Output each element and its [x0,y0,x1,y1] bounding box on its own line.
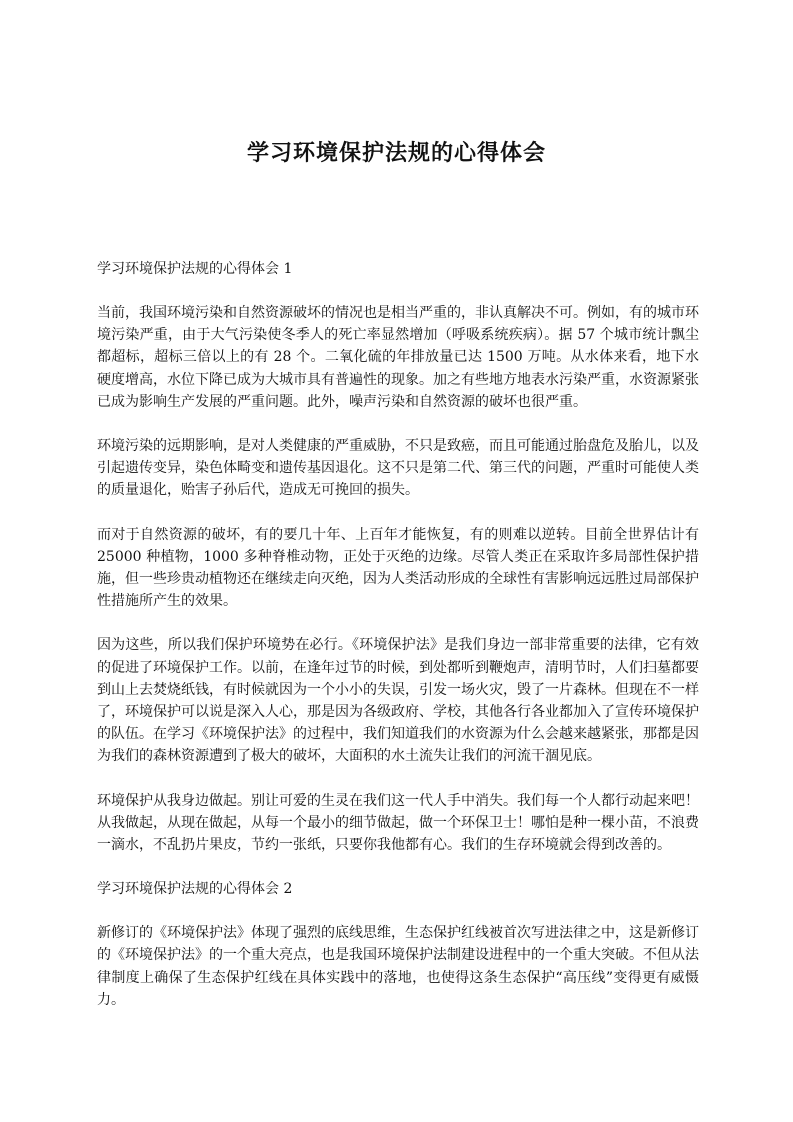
paragraph: 环境保护从我身边做起。别让可爱的生灵在我们这一代人手中消失。我们每一个人都行动起来吧！从我做起，从现在做起，从每一个最小的细节做起，做一个环保卫士！哪怕是种一棵小苗，不浪费一滴水，不乱扔片果皮，节约一张纸，只要你我他都有心。我们的生存环境就会得到改善的。 [97,792,699,854]
section-heading-2: 学习环境保护法规的心得体会 2 [97,881,293,898]
paragraph: 因为这些，所以我们保护环境势在必行。《环境保护法》是我们身边一部非常重要的法律，它有效的促进了环境保护工作。以前，在逢年过节的时候，到处都听到鞭炮声，清明节时，人们扫墓都要到山上去焚烧纸钱，有时候就因为一个小小的失误，引发一场火灾，毁了一片森林。但现在不一样了，环境保护可以说是深入人心，那是因为各级政府、学校，其他各行各业都加入了宣传环境保护的队伍。在学习《环境保护法》的过程中，我们知道我们的水资源为什么会越来越紧张，那都是因为我们的森林资源遭到了极大的破坏，大面积的水土流失让我们的河流干涸见底。 [97,637,699,765]
paragraph: 当前，我国环境污染和自然资源破坏的情况也是相当严重的，非认真解决不可。例如，有的城市环境污染严重，由于大气污染使冬季人的死亡率显然增加（呼吸系统疾病）。据 57 个城市统计飘尘都超标，超标三倍以上的有 28 个。二氧化硫的年排放量已达 1500 万吨。从水体来看，地下水硬度增高，水位下降已成为大城市具有普遍性的现象。加之有些地方地表水污染严重，水资源紧张已成为影响生产发展的严重问题。此外，噪声污染和自然资源的破坏也很严重。 [97,305,699,410]
document-body [97,258,699,1023]
document-title: 学习环境保护法规的心得体会 [246,141,546,166]
section-heading-1: 学习环境保护法规的心得体会 1 [97,261,293,277]
paragraph: 而对于自然资源的破坏，有的要几十年、上百年才能恢复，有的则难以逆转。目前全世界估计有 25000 种植物，1000 多种脊椎动物，正处于灭绝的边缘。尽管人类正在采取许多局部性保护措施，但一些珍贵动植物还在继续走向灭绝，因为人类活动形成的全球性有害影响远远胜过局部保护性措施所产生的效果。 [97,526,699,610]
paragraph: 环境污染的远期影响，是对人类健康的严重威胁，不只是致癌，而且可能通过胎盘危及胎儿，以及引起遗传变异，染色体畸变和遗传基因退化。这不只是第二代、第三代的问题，严重时可能使人类的质量退化，贻害子孙后代，造成无可挽回的损失。 [97,438,699,499]
paragraph: 新修订的《环境保护法》体现了强烈的底线思维，生态保护红线被首次写进法律之中，这是新修订的《环境保护法》的一个重大亮点，也是我国环境保护法制建设进程中的一个重大突破。不但从法律制度上确保了生态保护红线在具体实践中的落地，也使得这条生态保护“高压线”变得更有威慑力。 [97,925,699,1008]
